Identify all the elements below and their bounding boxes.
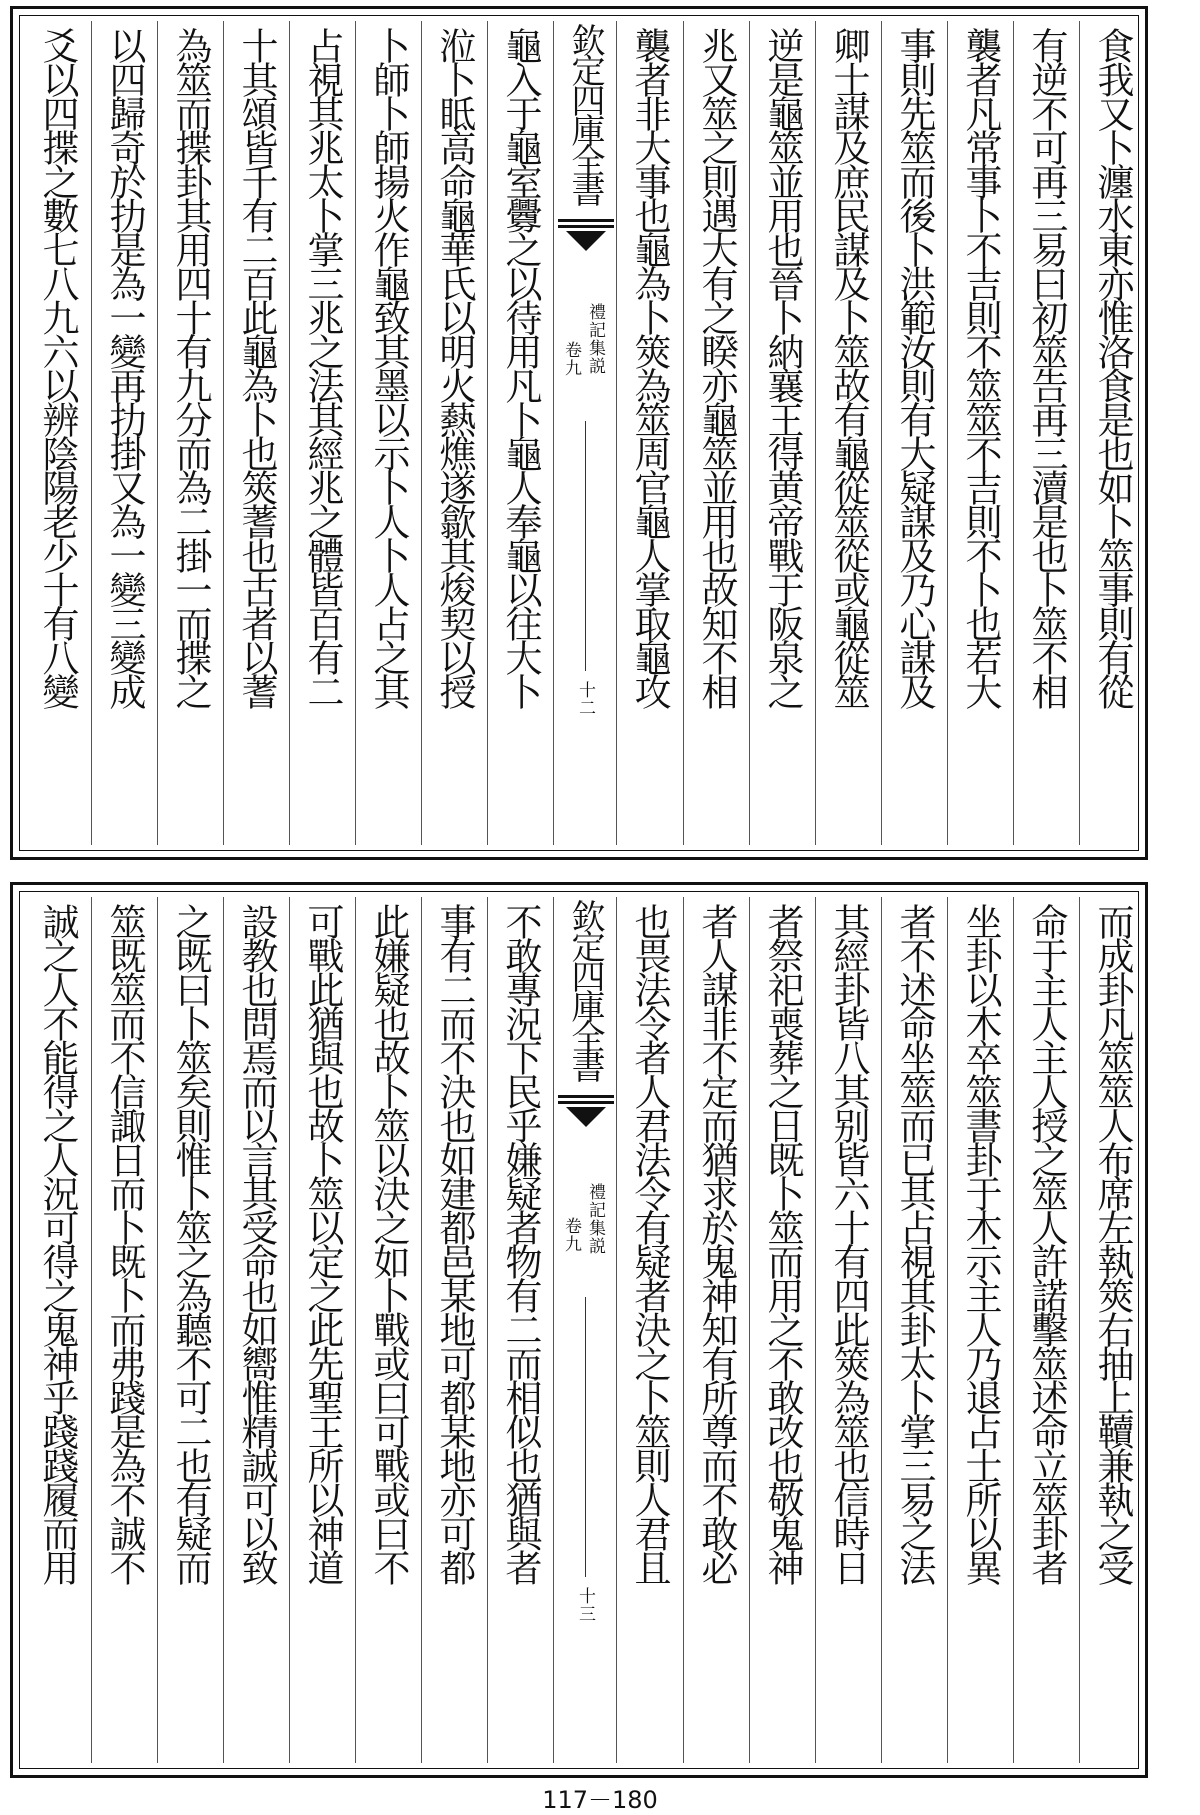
fish-tail-mark	[558, 1095, 614, 1165]
text-column: 龜入于龜室釁之以待用凡卜龜人奉龜以往大卜	[487, 21, 551, 845]
page-number: 117－180	[542, 1786, 658, 1814]
book-subtitle: 禮記集説	[585, 303, 605, 375]
text-column: 之既曰卜筮矣則惟卜筮之為聽不可二也有疑而	[157, 897, 221, 1763]
book-title: 欽定四庫全書	[565, 23, 605, 203]
center-fold-column	[553, 897, 617, 1763]
upper-page	[10, 6, 1148, 860]
fish-tail-mark	[558, 219, 614, 289]
text-column: 其經卦皆八其别皆六十有四此筴為筮也信時日	[815, 897, 879, 1763]
text-column: 也畏法令者人君法令有疑者決之卜筮則人君且	[628, 903, 671, 1583]
text-column: 事有二而不決也如建都邑某地可都某地亦可都	[421, 897, 485, 1763]
volume-label: 卷九	[561, 1217, 581, 1253]
text-column: 筮既筮而不信諏日而卜既卜而弗踐是為不誠不	[91, 897, 155, 1763]
text-column: 襲者凡常事卜不吉則不筮筮不吉則不卜也若大	[947, 21, 1011, 845]
text-column: 食我又卜瀍水東亦惟洛食是也如卜筮事則有從	[1079, 21, 1143, 845]
text-column: 而成卦凡筮筮人布席左執筴右抽上韇兼執之受	[1079, 897, 1143, 1763]
text-column: 爻以四揲之數七八九六以辨陰陽老少十有八變	[36, 27, 79, 707]
folio-number: 十二	[575, 681, 595, 717]
center-fold-column	[553, 21, 617, 845]
text-column: 逆是龜筮並用也晉卜納襄王得黄帝戰于阪泉之	[749, 21, 813, 845]
text-column: 有逆不可再三易曰初筮告再三瀆是也卜筮不相	[1013, 21, 1077, 845]
text-column: 設教也問焉而以言其受命也如嚮惟精誠可以致	[223, 897, 287, 1763]
text-column: 為筮而揲卦其用四十有九分而為二掛一而揲之	[157, 21, 221, 845]
text-column: 兆又筮之則遇大有之睽亦龜筮並用也故知不相	[683, 21, 747, 845]
text-column: 事則先筮而後卜洪範汝則有大疑謀及乃心謀及	[881, 21, 945, 845]
text-column: 坐卦以木卒筮書卦于木示主人乃退占士所以異	[947, 897, 1011, 1763]
text-column: 者祭祀喪葬之日既卜筮而用之不敢改也敬鬼神	[749, 897, 813, 1763]
text-column: 涖卜眡高命龜華氏以明火爇燋遂歙其焌契以授	[421, 21, 485, 845]
folio-number: 十三	[575, 1587, 595, 1623]
book-title: 欽定四庫全書	[565, 899, 605, 1079]
lower-page	[10, 882, 1148, 1778]
text-column: 命于主人主人授之筮人許諾擊筮述命立筮卦者	[1013, 897, 1077, 1763]
text-column: 占視其兆太卜掌三兆之法其經兆之體皆百有二	[289, 21, 353, 845]
text-column: 十其頌皆千有二百此龜為卜也筴蓍也古者以蓍	[223, 21, 287, 845]
book-subtitle: 禮記集説	[585, 1183, 605, 1255]
center-line	[585, 1297, 586, 1577]
volume-label: 卷九	[561, 341, 581, 377]
text-column: 襲者非大事也龜為卜筴為筮周官龜人掌取龜攻	[628, 27, 671, 707]
text-column: 者人謀非不定而猶求於鬼神知有所尊而不敢必	[683, 897, 747, 1763]
text-column: 誠之人不能得之人況可得之鬼神乎踐踐履而用	[36, 903, 79, 1583]
text-column: 此嫌疑也故卜筮以決之如卜戰或曰可戰或曰不	[355, 897, 419, 1763]
text-column: 者不述命坐筮而已其占視其卦太卜掌三易之法	[881, 897, 945, 1763]
text-column: 卿士謀及庶民謀及卜筮故有龜從筮從或龜從筮	[815, 21, 879, 845]
text-column: 以四歸奇於扐是為一變再扐掛又為一變三變成	[91, 21, 155, 845]
text-column: 卜師卜師揚火作龜致其墨以示卜人卜人占之其	[355, 21, 419, 845]
text-column: 可戰此猶與也故卜筮以定之此先聖王所以神道	[289, 897, 353, 1763]
center-line	[585, 421, 586, 671]
text-column: 不敢專況下民乎嫌疑者物有二而相似也猶與者	[487, 897, 551, 1763]
